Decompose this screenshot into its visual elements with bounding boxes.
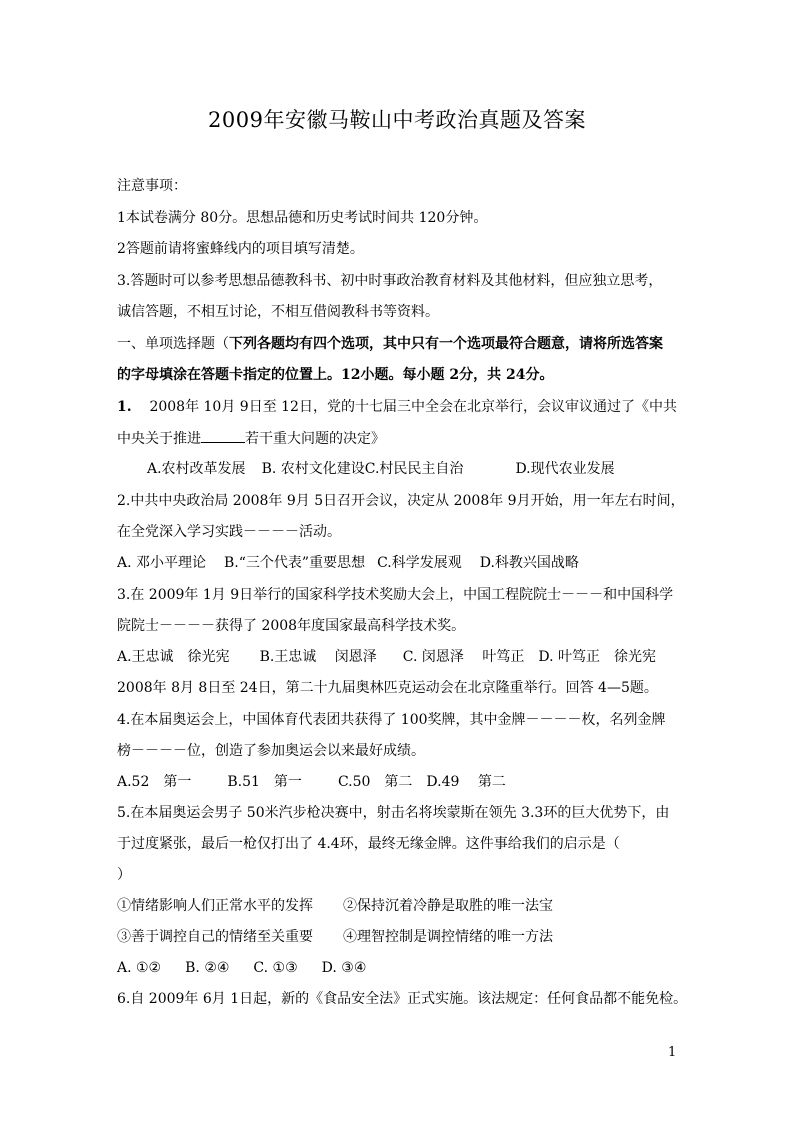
q2-option-d: D.科教兴国战略 [479, 555, 579, 571]
q2-option-a: A. 邓小平理论 [117, 555, 207, 571]
q1-option-a: A.农村改革发展 [147, 461, 246, 477]
q3-stem-cont: 院院士－－－－获得了 2008年度国家最高科学技术奖。 [117, 618, 466, 634]
q3-option-a: A.王忠诚 徐光宪 [117, 649, 230, 665]
page-title: 2009年安徽马鞍山中考政治真题及答案 [208, 108, 586, 132]
q4-options [117, 772, 506, 792]
q4-option-a: A.52 第一 [117, 774, 192, 790]
q5-stem-end: ） [117, 867, 131, 883]
q3-option-d: D. 叶笃正 徐光宪 [538, 649, 656, 665]
q1-option-d: D.现代农业发展 [515, 461, 615, 477]
q1-text-b: 若干重大问题的决定》 [245, 431, 385, 447]
section-lead: 一、单项选择题（ [117, 336, 229, 352]
q5-option-d: D. ③④ [321, 960, 367, 976]
q2-options [117, 553, 579, 573]
q5-options [117, 958, 366, 978]
section-instructions-cont: 的字母填涂在答题卡指定的位置上。12小题。每小题 2分，共 24分。 [117, 367, 554, 383]
q5-stem: 5.在本届奥运会男子 50米汽步枪决赛中，射击名将埃蒙斯在领先 3.3环的巨大优势下，由 [117, 805, 670, 821]
q3-options [117, 647, 656, 667]
q2-option-c: C.科学发展观 [377, 555, 462, 571]
q5-statement-1: ①情绪影响人们正常水平的发挥 [117, 898, 313, 914]
notice-item-3: 3.答题时可以参考思想品德教科书、初中时事政治教育材料及其他材料，但应独立思考， [117, 273, 663, 289]
section-instructions: 下列各题均有四个选项，其中只有一个选项最符合题意，请将所选答案 [229, 336, 663, 352]
q5-option-b: B. ②④ [185, 960, 230, 976]
q5-statement-4: ④理智控制是调控情绪的唯一方法 [343, 929, 553, 945]
q1-stem [117, 397, 677, 417]
page-number: 1 [668, 1045, 677, 1060]
q4-stem: 4.在本届奥运会上，中国体育代表团共获得了 100奖牌，其中金牌－－－－枚，名列金牌 [117, 712, 666, 728]
q4-option-c: C.50 第二 [337, 774, 413, 790]
q1-stem-cont [117, 428, 385, 449]
q1-option-b: B. 农村文化建设 [261, 461, 365, 477]
q5-statements-1 [117, 896, 553, 916]
q1-options [147, 459, 615, 479]
q1-number: 1. [117, 399, 132, 415]
notice-heading: 注意事项： [117, 178, 187, 194]
q3-option-b: B.王忠诚 闵恩泽 [259, 649, 377, 665]
q1-option-c: C.村民民主自治 [364, 461, 464, 477]
notice-item-2: 2答题前请将蜜蜂线内的项目填写清楚。 [117, 241, 364, 257]
q4-option-d: D.49 第二 [426, 774, 506, 790]
q5-option-a: A. ①② [117, 960, 162, 976]
section-heading [117, 334, 663, 354]
q3-option-c: C. 闵恩泽 叶笃正 [402, 649, 525, 665]
q6-stem: 6.自 2009年 6月 1日起，新的《食品安全法》正式实施。该法规定：任何食品都不能免检。 [117, 991, 688, 1007]
q2-stem: 2.中共中央政治局 2008年 9月 5日召开会议，决定从 2008年 9月开始，用一年左右时间， [117, 493, 685, 509]
q5-statement-3: ③善于调控自己的情绪至关重要 [117, 929, 313, 945]
q2-stem-cont: 在全党深入学习实践－－－－活动。 [117, 524, 341, 540]
answer-blank [201, 428, 245, 443]
q3-stem: 3.在 2009年 1月 9日举行的国家科学技术奖励大会上，中国工程院院士－－－和中国科学 [117, 587, 674, 603]
notice-item-3-cont: 诚信答题，不相互讨论，不相互借阅教科书等资料。 [117, 304, 439, 320]
q4-option-b: B.51 第一 [227, 774, 302, 790]
notice-item-1: 1本试卷满分 80分。思想品德和历史考试时间共 120分钟。 [117, 210, 488, 226]
q1-text: 2008年 10月 9日至 12日，党的十七届三中全会在北京举行，会议审议通过了《中共 [149, 399, 677, 415]
q5-statements-2 [117, 927, 553, 947]
q5-stem-cont: 于过度紧张，最后一枪仅打出了 4.4环，最终无缘金牌。这件事给我们的启示是（ [117, 836, 620, 852]
q2-option-b: B.“三个代表”重要思想 [224, 555, 366, 571]
q5-statement-2: ②保持沉着冷静是取胜的唯一法宝 [343, 898, 553, 914]
q4-stem-cont: 榜－－－－位，创造了参加奥运会以来最好成绩。 [117, 743, 425, 759]
q5-option-c: C. ①③ [253, 960, 298, 976]
q4-5-intro: 2008年 8月 8日至 24日，第二十九届奥林匹克运动会在北京隆重举行。回答 4—5题。 [117, 680, 658, 696]
q1-text-a: 中央关于推进 [117, 431, 201, 447]
